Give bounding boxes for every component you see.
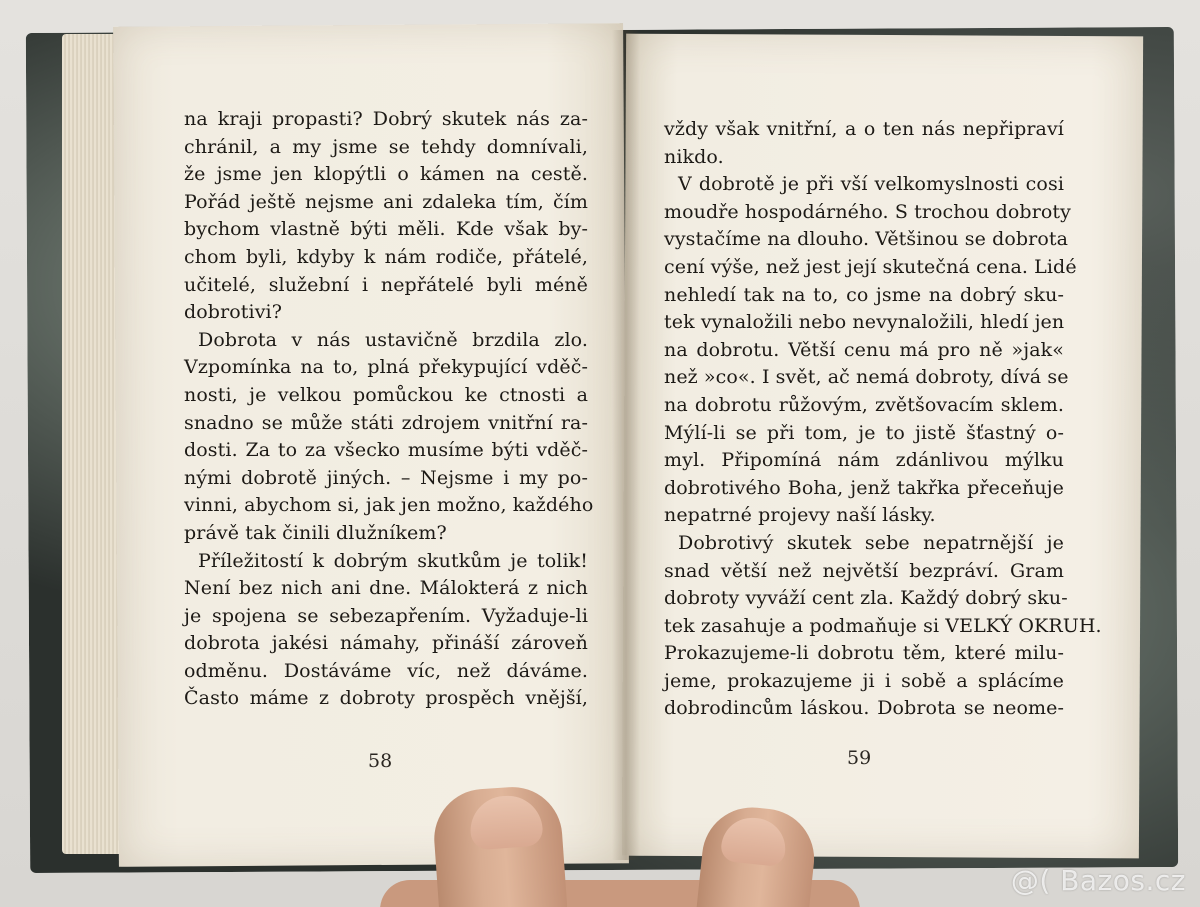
book-gutter bbox=[612, 30, 640, 860]
text-line: na dobrotu. Větší cenu má pro ně »jak« bbox=[664, 338, 1064, 361]
right-page-text bbox=[664, 116, 1102, 723]
text-line: dobrotivého Boha, jenž takřka přeceňuje bbox=[664, 476, 1064, 499]
text-line: snad větší než největší bezpráví. Gram bbox=[664, 559, 1064, 582]
text-line: Vzpomínka na to, plná překypující vděč- bbox=[184, 356, 588, 379]
page-number-right: 59 bbox=[847, 747, 872, 769]
text-line: na kraji propasti? Dobrý skutek nás za- bbox=[184, 108, 588, 130]
text-line: Pořád ještě nejsme ani zdaleka tím, čím bbox=[184, 190, 588, 213]
text-line: dobrota jakési námahy, přináší zároveň bbox=[184, 632, 588, 655]
text-line: nepatrné projevy naší lásky. bbox=[664, 504, 936, 527]
text-line: jeme, prokazujeme ji i sobě a splácíme bbox=[664, 669, 1064, 692]
text-line: vinni, abychom si, jak jen možno, každého bbox=[184, 494, 594, 517]
text-line: nosti, je velkou pomůckou ke ctnosti a bbox=[184, 383, 588, 406]
text-line: učitelé, služební i nepřátelé byli méně bbox=[184, 273, 588, 296]
text-line: Příležitostí k dobrým skutkům je tolik! bbox=[198, 549, 588, 572]
text-line: tek zasahuje a podmaňuje si VELKÝ OKRUH. bbox=[664, 614, 1102, 637]
text-line: že jsme jen klopýtli o kámen na cestě. bbox=[184, 163, 588, 186]
text-line: snadno se může státi zdrojem vnitřní ra- bbox=[184, 411, 588, 434]
text-line: V dobrotě je při vší velkomyslnosti cosi bbox=[678, 173, 1064, 196]
text-line: právě tak činili dlužníkem? bbox=[184, 521, 447, 544]
text-line: cení výše, než jest její skutečná cena. Lidé bbox=[664, 255, 1077, 278]
text-line: dobrotivi? bbox=[184, 301, 282, 324]
page-number-left: 58 bbox=[368, 750, 393, 772]
text-line: nými dobrotě jiných. – Nejsme i my po- bbox=[184, 466, 588, 489]
text-line: je spojena se sebezapřením. Vyžaduje-li bbox=[184, 604, 588, 627]
text-line: vystačíme na dlouho. Většinou se dobrota bbox=[664, 228, 1069, 251]
text-line: Mýlí-li se při tom, je to jistě šťastný o- bbox=[664, 421, 1064, 444]
text-line: Není bez nich ani dne. Málokterá z nich bbox=[184, 577, 588, 600]
text-line: na dobrotu růžovým, zvětšovacím sklem. bbox=[664, 393, 1064, 416]
text-line: nehledí tak na to, co jsme na dobrý sku- bbox=[664, 283, 1064, 306]
text-line: než »co«. I svět, ač nemá dobroty, dívá se bbox=[664, 366, 1069, 389]
text-line: Dobrota v nás ustavičně brzdila zlo. bbox=[198, 328, 588, 351]
text-line: tek vynaložili nebo nevynaložili, hledí jen bbox=[664, 311, 1065, 334]
left-page-text bbox=[184, 106, 594, 713]
watermark-logo: @( Bazos.cz bbox=[1010, 864, 1186, 897]
text-line: dobroty vyváží cent zla. Každý dobrý sku- bbox=[664, 587, 1068, 610]
text-line: myl. Připomíná nám zdánlivou mýlku bbox=[664, 449, 1064, 472]
text-line: Často máme z dobroty prospěch vnější, bbox=[184, 687, 588, 710]
text-line: dobrodincům láskou. Dobrota se neome- bbox=[664, 697, 1064, 720]
text-line: chránil, a my jsme se tehdy domnívali, bbox=[184, 135, 588, 158]
text-line: nikdo. bbox=[664, 145, 724, 168]
text-line: chom byli, kdyby k nám rodiče, přátelé, bbox=[184, 245, 588, 268]
text-line: Prokazujeme-li dobrotu těm, které milu- bbox=[664, 642, 1064, 665]
text-line: odměnu. Dostáváme víc, než dáváme. bbox=[184, 659, 588, 682]
text-line: vždy však vnitřní, a o ten nás nepřipraví bbox=[664, 118, 1064, 140]
text-line: moudře hospodárného. S trochou dobroty bbox=[664, 200, 1071, 223]
text-line: bychom vlastně býti měli. Kde však by- bbox=[184, 218, 588, 241]
text-line: dosti. Za to za všecko musíme býti vděč- bbox=[184, 439, 588, 462]
text-line: Dobrotivý skutek sebe nepatrnější je bbox=[678, 531, 1064, 554]
